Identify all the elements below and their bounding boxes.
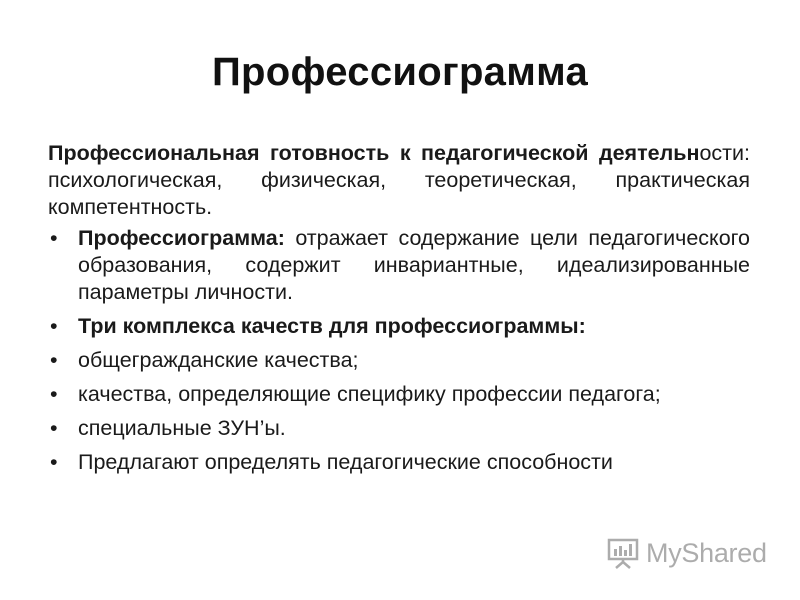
- slide-title: Профессиограмма: [211, 50, 589, 94]
- intro-normal-text: ости: психологическая, физическая, теоретическая, практическая компетентность.: [48, 141, 750, 219]
- bullet-dot: •: [50, 348, 58, 372]
- bullet-text: качества, определяющие специфику профессии педагога;: [78, 382, 661, 406]
- bullet-text: Предлагают определять педагогические способности: [78, 450, 613, 474]
- bullet-dot: •: [50, 416, 58, 440]
- bullet-dot: •: [50, 314, 58, 338]
- bullet-text: отражает содержание цели педагогического образования, содержит инвариантные, идеализированные параметры личности.: [78, 226, 750, 304]
- bullet-item: [48, 313, 750, 340]
- bullet-item: [48, 347, 750, 374]
- bullet-item: [48, 225, 750, 306]
- intro-paragraph: [48, 140, 750, 221]
- bullet-dot: •: [50, 226, 58, 250]
- slide-content: [48, 140, 750, 483]
- bullet-bold-text: Профессиограмма:: [78, 226, 285, 250]
- bullet-item: [48, 415, 750, 442]
- watermark-text: MyShared: [646, 537, 767, 568]
- bullet-text: общегражданские качества;: [78, 348, 359, 372]
- bullet-list: [48, 225, 750, 476]
- bullet-bold-text: Три комплекса качеств для профессиограммы:: [78, 314, 586, 338]
- presentation-board-icon: [606, 536, 640, 570]
- watermark: [606, 536, 767, 570]
- bullet-text: специальные ЗУН’ы.: [78, 416, 286, 440]
- intro-bold-text: Профессиональная готовность к педагогической деятельн: [48, 141, 700, 165]
- bullet-dot: •: [50, 450, 58, 474]
- bullet-item: [48, 449, 750, 476]
- bullet-item: [48, 381, 750, 408]
- bullet-dot: •: [50, 382, 58, 406]
